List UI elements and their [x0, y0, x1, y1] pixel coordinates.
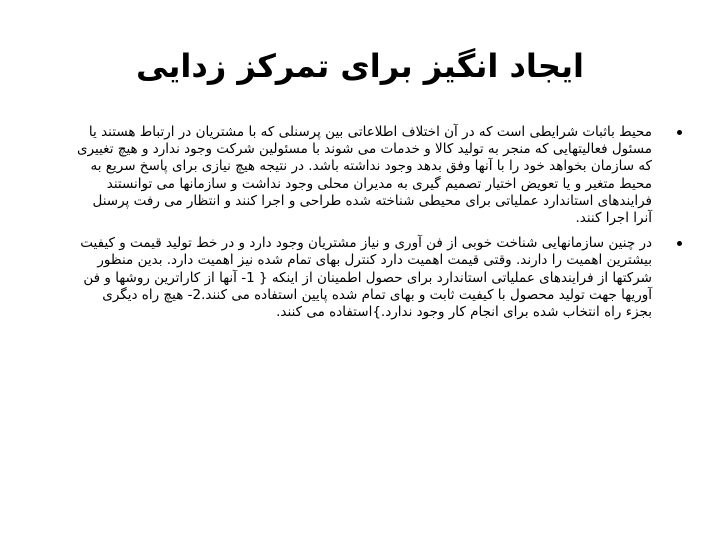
bullet-dot-icon: [677, 130, 682, 135]
bullet-dot-icon: [677, 241, 682, 246]
bullet-item: [72, 124, 672, 227]
bullet-text: در چنین سازمانهایی شناخت خوبی از فن آوری و نیاز مشتریان وجود دارد و در خط تولید قیمت و کیفیت بیشترین اهمیت را دارند. وقتی قیمت اهمیت دارد کنترل بهای تمام شده نیز اهمیت دارد. بدین منظور شرکتها از فرایندهای عملیاتی استاندارد برای حصول اطمینان از اینکه { 1- آنها از کاراترین روشها و فن آوریها جهت تولید محصول با کیفیت ثابت و بهای تمام شده پایین استفاده می کنند.2- هیچ راه دیگری بجزء راه انتخاب شده برای انجام کار وجود ندارد.}استفاده می کنند.: [80, 235, 652, 321]
bullet-item: [72, 235, 672, 321]
bullet-text: محیط باثبات شرایطی است که در آن اختلاف اطلاعاتی بین پرسنلی که با مشتریان در ارتباط هستند یا مسئول فعالیتهایی که منجر به تولید کالا و خدمات می شوند با مسئولین شرکت وجود ندارد و هیچ تغییری که سازمان بخواهد خود را با آنها وفق بدهد وجود نداشته باشد. در نتیجه هیچ نیازی برای پاسخ سریع به محیط متغیر و یا تعویض اختیار تصمیم گیری به مدیران محلی وجود نداشت و سازمانها می توانستند فرایندهای استاندارد عملیاتی برای محیطی شناخته شده طراحی و اجرا کنند و انتظار می رفت پرسنل آنرا اجرا کنند.: [77, 124, 652, 227]
bullet-list: [72, 124, 672, 329]
slide-title: ایجاد انگیز برای تمرکز زدایی: [136, 47, 584, 85]
